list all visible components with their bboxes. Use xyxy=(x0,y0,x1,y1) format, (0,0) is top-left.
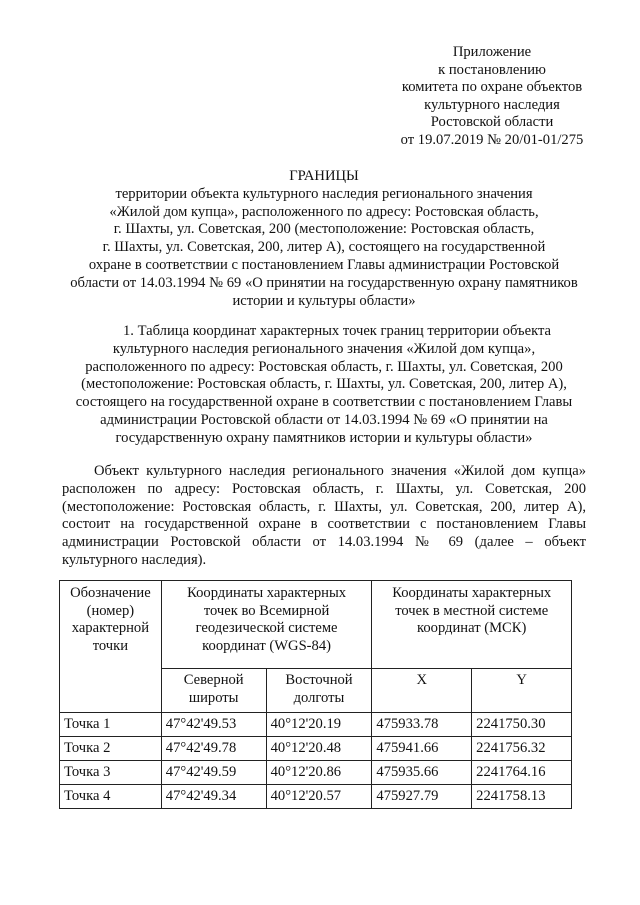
appendix-line: Приложение xyxy=(452,44,532,60)
title-line: г. Шахты, ул. Советская, 200 (местоположение: Ростовская область, xyxy=(113,221,535,238)
paragraph-line: состоит на государственной охране в соответствии с постановлением Главы xyxy=(62,516,586,533)
cell-x: 475935.66 xyxy=(372,761,472,785)
section-line: администрации Ростовской области от 14.03.1994 № 69 «О принятии на xyxy=(100,411,548,428)
section-line: расположенного по адресу: Ростовская область, г. Шахты, ул. Советская, 200 xyxy=(85,358,563,375)
cell-x: 475941.66 xyxy=(372,737,472,761)
section-line: государственную охрану памятников истории и культуры области» xyxy=(115,429,533,446)
cell-y: 2241756.32 xyxy=(472,737,572,761)
header-east-longitude: Восточной долготы xyxy=(266,669,372,713)
section-line: культурного наследия регионального значения «Жилой дом купца», xyxy=(112,340,536,357)
paragraph-line: администрации Ростовской области от 14.03.1994 № 69 (далее – объект xyxy=(62,534,586,551)
table-header-row xyxy=(60,581,572,669)
cell-x: 475927.79 xyxy=(372,785,472,809)
title-line: охране в соответствии с постановлением Главы администрации Ростовской xyxy=(88,256,560,273)
cell-longitude: 40°12'20.86 xyxy=(266,761,372,785)
section-line: состоящего на государственной охране в соответствии с постановлением Главы xyxy=(75,394,573,411)
paragraph-line: расположен по адресу: Ростовская область, г. Шахты, ул. Советская, 200 xyxy=(62,480,586,497)
cell-longitude: 40°12'20.19 xyxy=(266,713,372,737)
title-heading: ГРАНИЦЫ xyxy=(289,168,359,184)
table-row xyxy=(60,761,572,785)
paragraph-line: культурного наследия). xyxy=(62,551,207,568)
document-title xyxy=(58,168,590,310)
title-line: г. Шахты, ул. Советская, 200, литер А), состоящего на государственной xyxy=(102,239,546,256)
paragraph-line: Объект культурного наследия регионального значения «Жилой дом купца» xyxy=(94,463,586,479)
header-designation: Обозначение (номер) характерной точки xyxy=(60,581,162,713)
cell-point: Точка 2 xyxy=(60,737,162,761)
cell-point: Точка 1 xyxy=(60,713,162,737)
cell-x: 475933.78 xyxy=(372,713,472,737)
title-line: области от 14.03.1994 № 69 «О принятии на государственную охрану памятников xyxy=(70,274,578,291)
cell-latitude: 47°42'49.59 xyxy=(161,761,266,785)
header-y: Y xyxy=(472,669,572,713)
cell-y: 2241750.30 xyxy=(472,713,572,737)
cell-y: 2241764.16 xyxy=(472,761,572,785)
header-wgs84: Координаты характерных точек во Всемирной геодезической системе координат (WGS-84) xyxy=(161,581,372,669)
title-line: «Жилой дом купца», расположенного по адресу: Ростовская область, xyxy=(109,203,539,220)
cell-point: Точка 3 xyxy=(60,761,162,785)
paragraph-line: (местоположение: Ростовская область, г. Шахты, ул. Советская, 200, литер А), xyxy=(62,498,586,515)
title-line: территории объекта культурного наследия регионального значения xyxy=(115,185,533,202)
header-msk: Координаты характерных точек в местной системе координат (МСК) xyxy=(372,581,572,669)
appendix-line: Ростовской области xyxy=(430,114,554,131)
cell-latitude: 47°42'49.78 xyxy=(161,737,266,761)
table-row xyxy=(60,713,572,737)
section-heading xyxy=(58,323,590,448)
section-line: (местоположение: Ростовская область, г. Шахты, ул. Советская, 200, литер А), xyxy=(81,376,567,393)
title-line: истории и культуры области» xyxy=(232,292,416,309)
coordinates-table xyxy=(59,580,572,809)
cell-longitude: 40°12'20.57 xyxy=(266,785,372,809)
section-line: 1. Таблица координат характерных точек границ территории объекта xyxy=(122,323,551,339)
cell-latitude: 47°42'49.34 xyxy=(161,785,266,809)
cell-point: Точка 4 xyxy=(60,785,162,809)
appendix-line: к постановлению xyxy=(438,61,546,78)
cell-y: 2241758.13 xyxy=(472,785,572,809)
table-row xyxy=(60,737,572,761)
table-row xyxy=(60,785,572,809)
header-x: X xyxy=(372,669,472,713)
appendix-line: комитета по охране объектов xyxy=(401,79,583,96)
body-paragraph xyxy=(62,463,586,570)
cell-longitude: 40°12'20.48 xyxy=(266,737,372,761)
appendix-line: от 19.07.2019 № 20/01-01/275 xyxy=(400,131,584,148)
cell-latitude: 47°42'49.53 xyxy=(161,713,266,737)
appendix-line: культурного наследия xyxy=(424,96,560,113)
header-north-latitude: Северной широты xyxy=(161,669,266,713)
appendix-block xyxy=(380,44,604,150)
